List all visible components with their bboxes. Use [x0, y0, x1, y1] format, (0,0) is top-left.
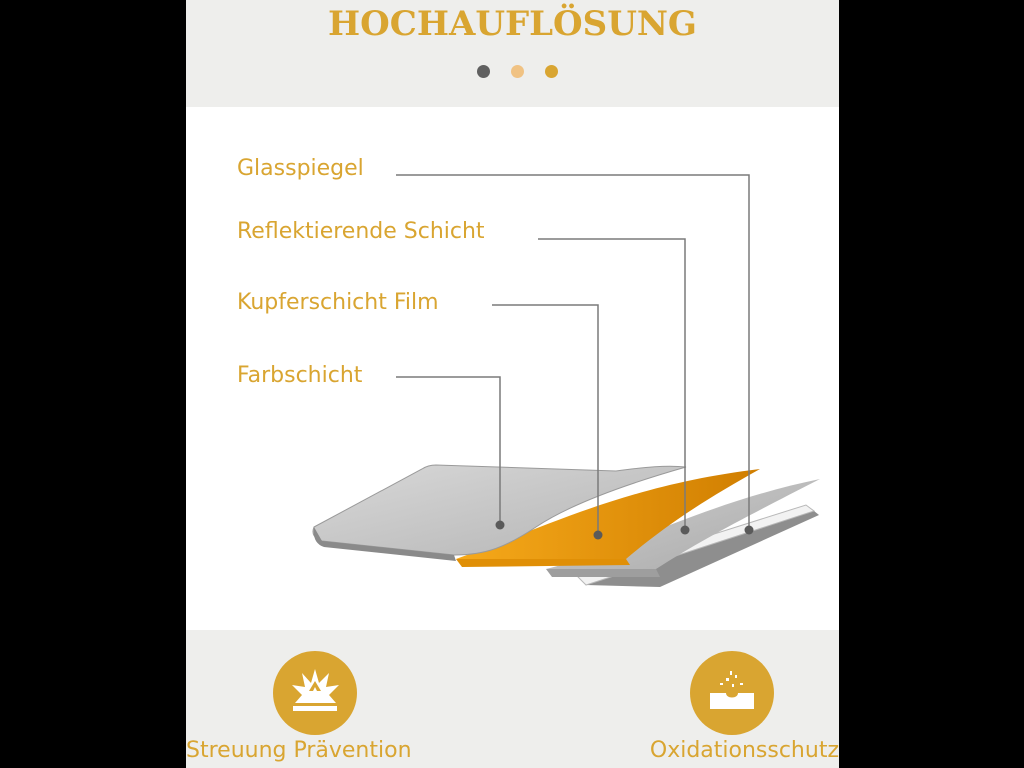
marker-farbschicht — [496, 521, 505, 530]
label-farbschicht: Farbschicht — [237, 363, 363, 388]
marker-reflektierende — [681, 526, 690, 535]
mirror-layers-illustration — [186, 107, 839, 630]
marker-kupferschicht — [594, 531, 603, 540]
carousel-dot-1[interactable] — [477, 65, 490, 78]
header-section — [186, 0, 839, 107]
carousel-dot-3[interactable] — [545, 65, 558, 78]
shatter-burst-icon — [273, 651, 357, 735]
feature-label-streuung: Streuung Prävention — [186, 738, 412, 763]
label-reflektierende-schicht: Reflektierende Schicht — [237, 219, 485, 244]
carousel-dot-2[interactable] — [511, 65, 524, 78]
features-section — [186, 630, 839, 768]
label-kupferschicht-film: Kupferschicht Film — [237, 290, 439, 315]
marker-glasspiegel — [745, 526, 754, 535]
feature-label-oxidationsschutz: Oxidationsschutz — [649, 738, 839, 763]
label-glasspiegel: Glasspiegel — [237, 156, 364, 181]
layer-diagram — [186, 107, 839, 630]
product-infographic-panel — [186, 0, 839, 768]
page-title: HOCHAUFLÖSUNG — [328, 4, 697, 44]
oxidation-surface-icon — [690, 651, 774, 735]
